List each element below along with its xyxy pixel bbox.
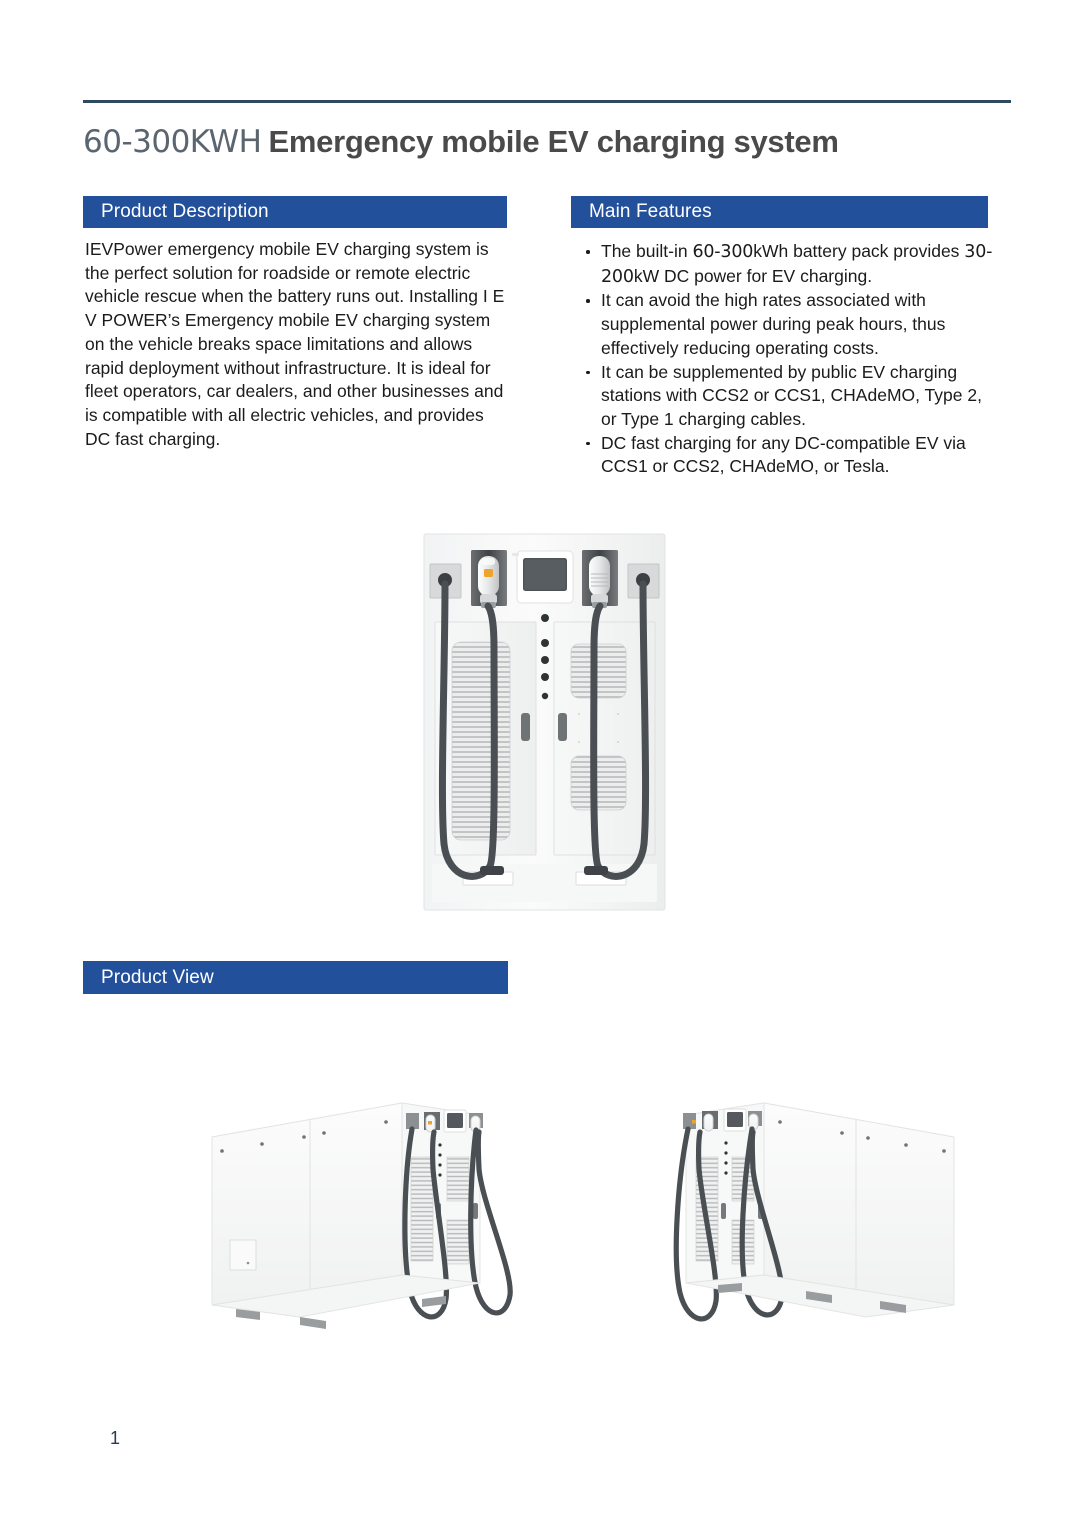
product-description-body [85, 238, 505, 451]
cabinet-display-screen [512, 551, 573, 603]
main-features-list [580, 240, 1000, 479]
section-header-label: Product Description [101, 201, 269, 222]
page-number: 1 [110, 1428, 121, 1448]
page-title [83, 124, 839, 160]
page-title-main: Emergency mobile EV charging system [268, 124, 839, 159]
page-title-model: 60-300KWH [83, 124, 262, 160]
header-rule [83, 100, 1011, 103]
product-iso-view-right-image [628, 1085, 976, 1340]
product-front-view-image [418, 528, 671, 916]
list-item: It can be supplemented by public EV charging stations with CCS2 or CCS1, CHAdeMO, Type 2, or Type 1 charging cables. [580, 361, 1000, 432]
product-description-text: IEVPower emergency mobile EV charging system is the perfect solution for roadside or remote electric vehicle rescue when the battery runs out. Installing I E V POWER’s Emergency mobile EV charging system on the vehicle breaks space limitations and allows rapid deployment without infrastructure. It is ideal for fleet operators, car dealers, and other businesses and is compatible with all electric vehicles, and provides DC fast charging. [85, 239, 505, 449]
section-header-label: Main Features [589, 201, 712, 222]
list-item: The built-in 60-300kWh battery pack provides 30-200kW DC power for EV charging. [580, 240, 1000, 289]
product-iso-view-left-image [190, 1085, 535, 1340]
list-item: It can avoid the high rates associated with supplemental power during peak hours, thus effectively reducing operating costs. [580, 289, 1000, 360]
section-header-label: Product View [101, 966, 214, 988]
section-header-main-features [571, 196, 988, 228]
section-header-product-view [83, 961, 508, 994]
list-item: DC fast charging for any DC-compatible EV via CCS1 or CCS2, CHAdeMO, or Tesla. [580, 432, 1000, 479]
section-header-product-description [83, 196, 507, 228]
